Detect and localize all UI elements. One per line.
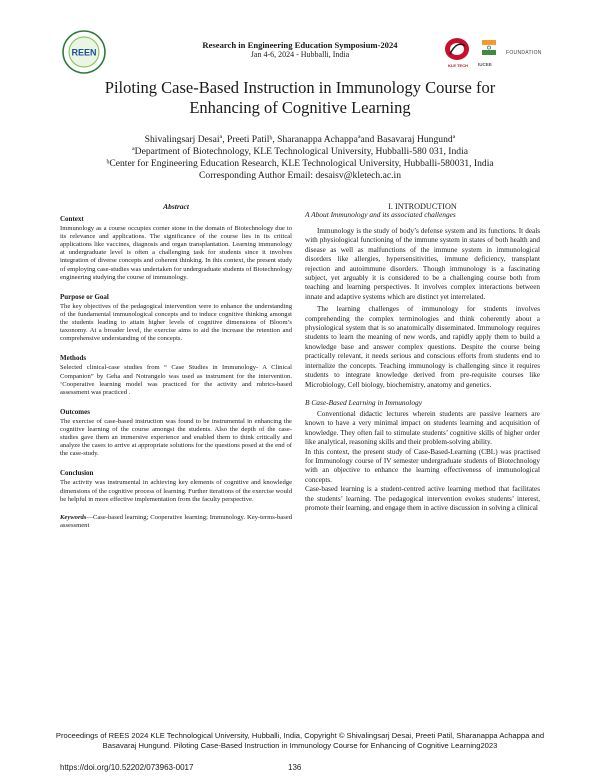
foundation-logo-text: FOUNDATION bbox=[506, 50, 542, 56]
proceedings-footer: Proceedings of REES 2024 KLE Technological University, Hubballi, India, Copyright © Shivalingsarj Desai, Preeti Patil, Sharanappa Achappa and Basavaraj Hungund. Piloting Case-Based Instruction in Immunology Course for Enhancing of Cognitive Learning2023 bbox=[55, 731, 545, 750]
doi-link[interactable]: https://doi.org/10.52202/073963-0017 bbox=[60, 763, 194, 772]
keywords-text: —Case-based learning; Cooperative learning; Immunology. Key-terms-based assessment bbox=[60, 513, 292, 529]
affiliation-b: ᵇCenter for Engineering Education Research, KLE Technological University, Hubballi-580031, India bbox=[106, 158, 494, 169]
page-number: 136 bbox=[288, 763, 302, 772]
introduction-body bbox=[305, 210, 540, 513]
keywords-line bbox=[60, 514, 292, 530]
kle-logo-text: KLE TECH bbox=[448, 63, 468, 68]
abstract-heading: Abstract bbox=[163, 202, 189, 211]
intro-paragraph-1: Immunology is the study of body’s defense system and its functions. It deals with physiological functioning of the immune system in states of both health and disease as well as malfunctions of the immune system in immunological disorders like allergies, hypersensitivities, immune deficiency, transplant rejection and autoimmune disorders. Though immunology is a fascinating subject, yet arguably it is considered to be a challenging course both from teaching and learning perspectives. It involves complex interactions between innate and adaptive systems which are distinct yet interrelated. bbox=[305, 227, 540, 301]
iucee-logo-text: IUCEE bbox=[478, 62, 492, 67]
keywords-label: Keywords bbox=[60, 513, 87, 521]
methods-heading: Methods bbox=[60, 354, 87, 363]
reen-logo-text: REEN bbox=[71, 47, 97, 58]
corresponding-author: Corresponding Author Email: desaisv@kletech.ac.in bbox=[199, 170, 401, 181]
conclusion-heading: Conclusion bbox=[60, 469, 94, 478]
intro-paragraph-4: In this context, the present study of Case-Based-Learning (CBL) was practised for Immunology course of IV semester undergraduate students of Biotechnology with an objective to enhance the learning effectiveness of immunological concepts. bbox=[305, 447, 540, 484]
introduction-heading: I. INTRODUCTION bbox=[388, 202, 457, 211]
outcomes-text: The exercise of case-based instruction was found to be instrumental in enhancing the cognitive learning of the course amongst the students. Also the depth of the case-studies gave them an immersive experience and enabled them to think critically and analyze the cases to arrive at appropriate solutions for the questions posed at the end of the case-study. bbox=[60, 417, 292, 458]
reen-logo bbox=[62, 30, 106, 74]
outcomes-heading: Outcomes bbox=[60, 407, 90, 416]
abstract-body bbox=[60, 215, 292, 530]
affiliation-a: ªDepartment of Biotechnology, KLE Technological University, Hubballi-580 031, India bbox=[132, 146, 468, 157]
context-heading: Context bbox=[60, 215, 84, 223]
author-names: Shivalingsarj Desaiª, Preeti Patilᵇ, Sharanappa Achappaªand Basavaraj Hungundª bbox=[144, 134, 456, 145]
methods-text: Selected clinical-case studies from “ Case Studies in Immunology- A Clinical Companion” by Geha and Notrangelo was used as instrument for the intervention. ‘Cooperative learning model was practiced for the activity and rubrics-based assessment was practiced . bbox=[60, 364, 292, 396]
context-text: Immunology as a course occupies corner stone in the domain of Biotechnology due to its relevance and applications. The significance of the course lies in its critical applications like vaccines, diagnosis and organ transplantation. Learning immunology at undergraduate level is often a challenging task for students since it involves integration of diverse concepts and coherent thinking. In this context, the present study of employing case-studies was undertaken for undergraduate students of Biotechnology engineering studying the course of immunology. bbox=[60, 225, 292, 281]
subsection-b-heading: B Case-Based Learning in Immunology bbox=[305, 397, 423, 407]
iucee-flag-icon bbox=[482, 40, 496, 56]
purpose-text: The key objectives of the pedagogical intervention were to enhance the understanding of the fundamental immunological concepts and to induce cognitive thinking amongst the students leading to attain higher levels of cognitive dimensions of Bloom’s taxonomy. At a broader level, the exercise aims to aid the increase the retention and comprehensive understanding of the concepts. bbox=[60, 302, 292, 343]
intro-paragraph-3: Conventional didactic lectures wherein students are passive learners are known to have a very minimal impact on students learning and acquisition of knowledge. They often fail to stimulate students’ cognitive skills of higher order like analytical, reasoning skills and their problem-solving ability. bbox=[305, 409, 540, 447]
intro-paragraph-5: Case-based learning is a student-centred active learning method that facilitates the students’ learning. The pedagogical intervention evokes students’ interest, promote their learning, and engage them in active discussion in solving a clinical bbox=[305, 485, 540, 512]
subsection-a-heading: A About Immunology and its associated challenges bbox=[305, 210, 456, 219]
intro-paragraph-2: The learning challenges of immunology for students involves comprehending the complex terminologies and think coherently about a physiological system that is so anatomically disseminated. Immunology requires students to learn the meaning of new words, and rapidly apply them to build a knowledge base and answer complex questions. Despite the course being practically relevant, it needs serious and conscious efforts from students end to internalize the concepts. Teaching immunology is challenging since it requires students to integrate knowledge derived from pre-requisite courses like Microbiology, Cell biology, biochemistry, anatomy and genetics. bbox=[305, 305, 540, 389]
symposium-name: Research in Engineering Education Symposium-2024 bbox=[202, 40, 398, 50]
author-block bbox=[60, 134, 540, 182]
purpose-heading: Purpose or Goal bbox=[60, 292, 109, 301]
conclusion-text: The activity was instrumental in achieving key elements of cognitive and knowledge dimensions of the cognitive process of learning. Further iterations of the exercise would be helpful in more effective implementation from the faculty perspective. bbox=[60, 479, 293, 503]
paper-title: Piloting Case-Based Instruction in Immunology Course for Enhancing of Cognitive Learning bbox=[104, 78, 496, 117]
symposium-dates: Jan 4-6, 2024 - Hubballi, India bbox=[250, 50, 350, 59]
